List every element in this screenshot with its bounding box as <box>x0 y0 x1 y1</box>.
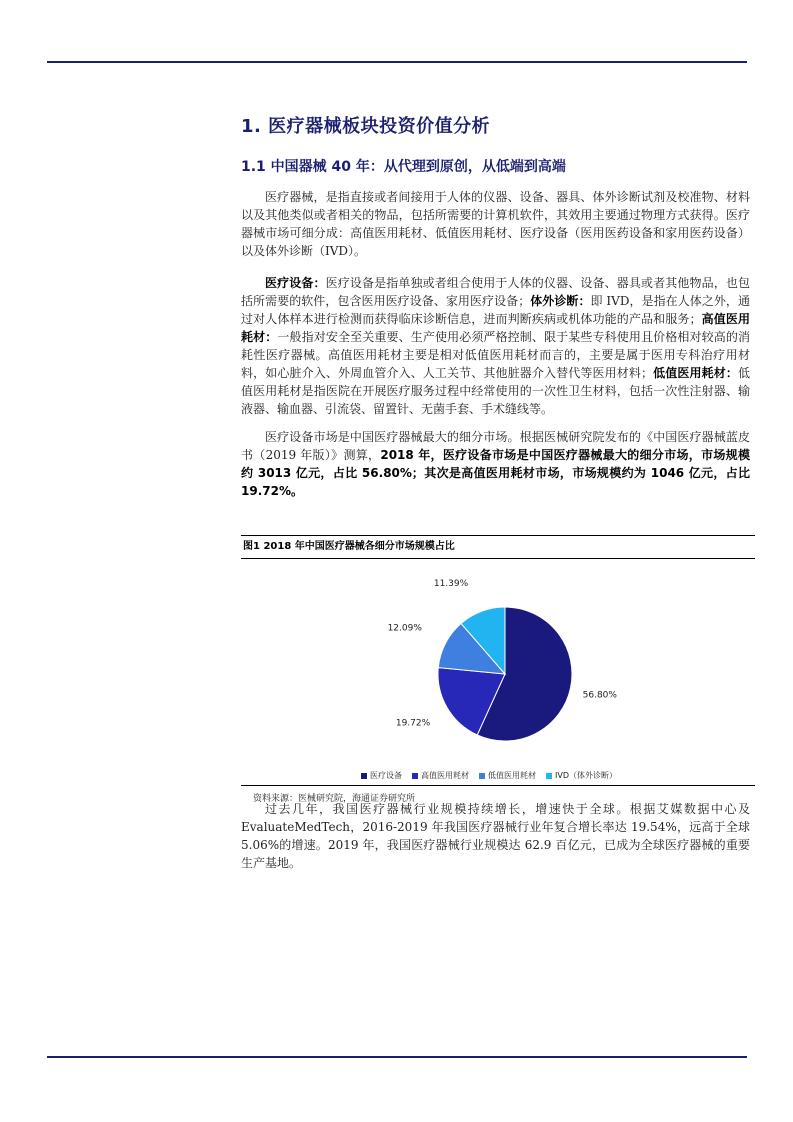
text-market-highlight: 2018 年，医疗设备市场是中国医疗器械最大的细分市场，市场规模约 3013 亿元，占比 56.80%；其次是高值医用耗材市场，市场规模约为 1046 亿元，占比 19.72%。 <box>241 448 750 498</box>
pie-label-high-value-consumables: 19.72% <box>395 718 431 729</box>
legend-swatch <box>546 773 552 779</box>
paragraph-market-size <box>241 428 750 500</box>
header-rule <box>47 61 747 63</box>
text-high-value: 一般指对安全至关重要、生产使用必须严格控制、限于某些专科使用且价格相对较高的消耗性医疗器械。高值医用耗材主要是相对低值医用耗材而言的，主要是属于医用专科治疗用材料，如心脏介入、外周血管介入、人工关节、其他脏器介入替代等医用材料； <box>241 330 750 380</box>
pie-label-low-value-consumables: 12.09% <box>387 623 422 634</box>
term-high-value: 高值医用耗材： <box>241 312 750 344</box>
paragraph-definition: 医疗器械，是指直接或者间接用于人体的仪器、设备、器具、体外诊断试剂及校准物、材料以及其他类似或者相关的物品，包括所需要的计算机软件，其效用主要通过物理方式获得。医疗器械市场可细分成：高值医用耗材、低值医用耗材、医疗设备（医用医药设备和家用医药设备）以及体外诊断（IVD）。 <box>241 190 750 258</box>
legend-item-medical-equipment <box>361 770 402 781</box>
figure-source: 资料来源：医械研究院，海通证券研究所 <box>241 785 755 804</box>
text-market-intro: 医疗设备市场是中国医疗器械最大的细分市场。根据医械研究院发布的《中国医疗器械蓝皮书（2019 年版）》测算， <box>241 430 750 462</box>
legend-label: IVD（体外诊断） <box>555 771 617 780</box>
paragraph-categories <box>241 274 750 418</box>
legend-swatch <box>361 773 367 779</box>
legend-label: 医疗设备 <box>370 771 402 780</box>
legend-item-ivd <box>546 770 617 781</box>
chart-legend <box>361 770 617 781</box>
legend-item-high-value-consumables <box>412 770 469 781</box>
term-ivd: 体外诊断： <box>530 294 591 308</box>
figure-title: 图1 2018 年中国医疗器械各细分市场规模占比 <box>241 535 755 559</box>
article-body <box>241 112 750 500</box>
section-heading: 1. 医疗器械板块投资价值分析 <box>241 116 491 137</box>
legend-item-low-value-consumables <box>479 770 536 781</box>
figure-pie <box>241 535 755 804</box>
paragraph-growth: 过去几年，我国医疗器械行业规模持续增长，增速快于全球。根据艾媒数据中心及 EvaluateMedTech，2016-2019 年我国医疗器械行业年复合增长率达 19.54%，远高于全球 5.06%的增速。2019 年，我国医疗器械行业规模达 62.9 百亿元，已成为全球医疗器械的重要生产基地。 <box>241 802 750 870</box>
pie-label-ivd: 11.39% <box>433 579 469 590</box>
legend-swatch <box>479 773 485 779</box>
term-medical-equipment: 医疗设备： <box>265 276 326 290</box>
footer-rule <box>47 1056 747 1058</box>
figure-body <box>241 559 755 804</box>
subsection-heading: 1.1 中国器械 40 年：从代理到原创，从低端到高端 <box>241 159 566 175</box>
pie-label-medical-equipment: 56.80% <box>582 690 617 701</box>
text-medical-equipment: 医疗设备是指单独或者组合使用于人体的仪器、设备、器具或者其他物品，也包括所需要的软件，包含医用医疗设备、家用医疗设备； <box>241 276 750 308</box>
pie-chart <box>241 559 755 764</box>
text-low-value: 低值医用耗材是指医院在开展医疗服务过程中经常使用的一次性卫生材料，包括一次性注射器、输液器、输血器、引流袋、留置针、无菌手套、手术缝线等。 <box>241 366 750 416</box>
term-low-value: 低值医用耗材： <box>653 366 738 380</box>
legend-swatch <box>412 773 418 779</box>
text-ivd: 即 IVD，是指在人体之外，通过对人体样本进行检测而获得临床诊断信息，进而判断疾病或机体功能的产品和服务； <box>241 294 750 326</box>
legend-label: 低值医用耗材 <box>488 771 536 780</box>
legend-label: 高值医用耗材 <box>421 771 469 780</box>
